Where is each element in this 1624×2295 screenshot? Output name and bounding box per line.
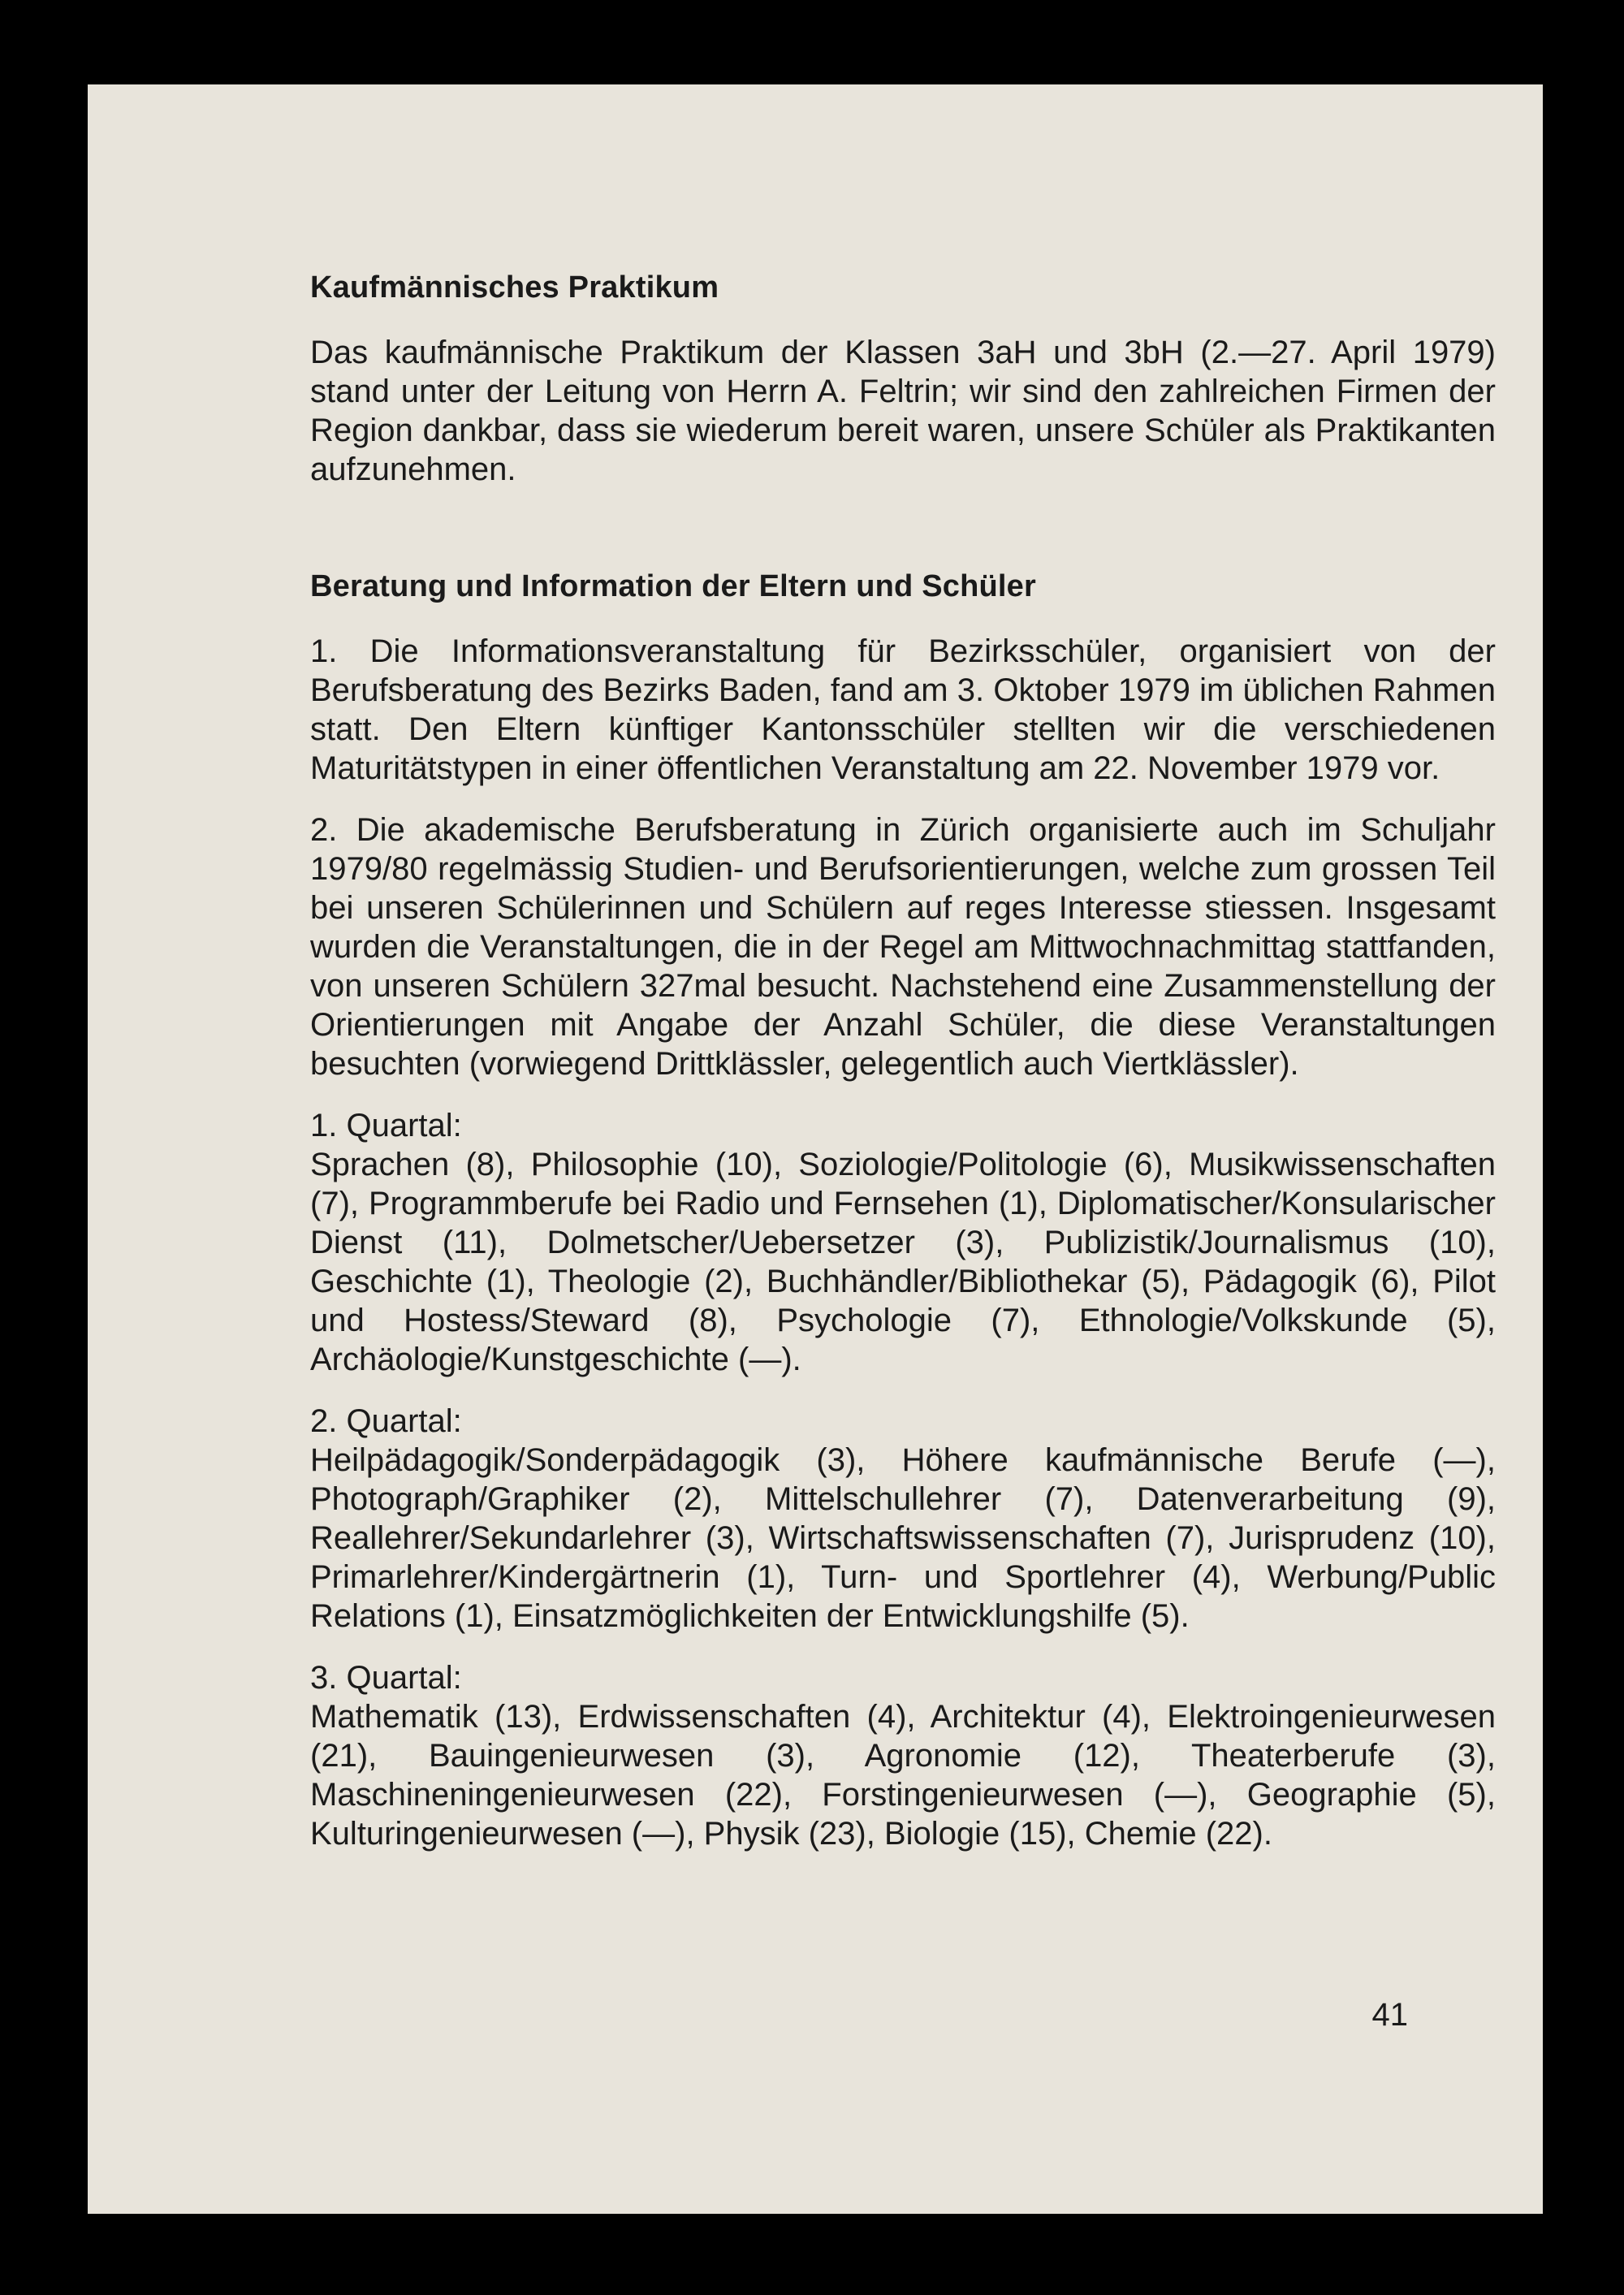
quartal-block-2 [310, 1402, 1496, 1636]
spacer [310, 1379, 1496, 1402]
quartal-block-3 [310, 1658, 1496, 1853]
quartal-list: Sprachen (8), Philosophie (10), Soziologie/Politologie (6), Musikwissenschaften (7), Programmberufe bei Radio und Fernsehen (1), Diplomatischer/Konsularischer Dienst (11), Dolmetscher/Uebersetzer (3), Publizistik/Journalismus (10), Geschichte (1), Theologie (2), Buchhändler/Bibliothekar (5), Pädagogik (6), Pilot und Hostess/Steward (8), Psychologie (7), Ethnologie/Volkskunde (5), Archäologie/Kunstgeschichte (—). [310, 1147, 1496, 1377]
quartal-label: 3. Quartal: [310, 1660, 462, 1696]
beratung-point-2: 2. Die akademische Berufsberatung in Zürich organisierte auch im Schuljahr 1979/80 regelmässig Studien- und Berufsorientierungen, welche zum grossen Teil bei unseren Schülerinnen und Schülern auf reges Interesse stiessen. Insgesamt wurden die Veranstaltungen, die in der Regel am Mittwochnachmittag stattfanden, von unseren Schülern 327mal besucht. Nachstehend eine Zusammenstellung der Orientierungen mit Angabe der Anzahl Schüler, die diese Veranstaltungen besuchten (vorwiegend Drittklässler, gelegentlich auch Viertklässler). [310, 812, 1496, 1082]
quartal-block-1 [310, 1106, 1496, 1379]
quartal-label: 2. Quartal: [310, 1403, 462, 1439]
quartal-label: 1. Quartal: [310, 1108, 462, 1143]
spacer [310, 489, 1496, 567]
praktikum-paragraph: Das kaufmännische Praktikum der Klassen 3aH und 3bH (2.—27. April 1979) stand unter der Leitung von Herrn A. Feltrin; wir sind den zahlreichen Firmen der Region dankbar, dass sie wiederum bereit waren, unsere Schüler als Praktikanten aufzunehmen. [310, 335, 1496, 487]
spacer [310, 1083, 1496, 1106]
quartal-list: Mathematik (13), Erdwissenschaften (4), Architektur (4), Elektroingenieurwesen (21), Bauingenieurwesen (3), Agronomie (12), Theaterberufe (3), Maschineningenieurwesen (22), Forstingenieurwesen (—), Geographie (5), Kulturingenieurwesen (—), Physik (23), Biologie (15), Chemie (22). [310, 1699, 1496, 1852]
document-page [88, 84, 1543, 2214]
section-heading-beratung: Beratung und Information der Eltern und Schüler [310, 569, 1036, 603]
page-content [310, 268, 1496, 1853]
spacer [310, 1636, 1496, 1658]
page-number: 41 [1371, 1997, 1408, 2033]
spacer [310, 788, 1496, 810]
beratung-point-1: 1. Die Informationsveranstaltung für Bezirksschüler, organisiert von der Berufsberatung des Bezirks Baden, fand am 3. Oktober 1979 im üblichen Rahmen statt. Den Eltern künftiger Kantonsschüler stellten wir die verschiedenen Maturitätstypen in einer öffentlichen Veranstaltung am 22. November 1979 vor. [310, 633, 1496, 786]
section-heading-praktikum: Kaufmännisches Praktikum [310, 270, 719, 305]
quartal-list: Heilpädagogik/Sonderpädagogik (3), Höhere kaufmännische Berufe (—), Photograph/Graphiker (2), Mittelschullehrer (7), Datenverarbeitung (9), Reallehrer/Sekundarlehrer (3), Wirtschaftswissenschaften (7), Jurisprudenz (10), Primarlehrer/Kindergärtnerin (1), Turn- und Sportlehrer (4), Werbung/Public Relations (1), Einsatzmöglichkeiten der Entwicklungshilfe (5). [310, 1442, 1496, 1634]
